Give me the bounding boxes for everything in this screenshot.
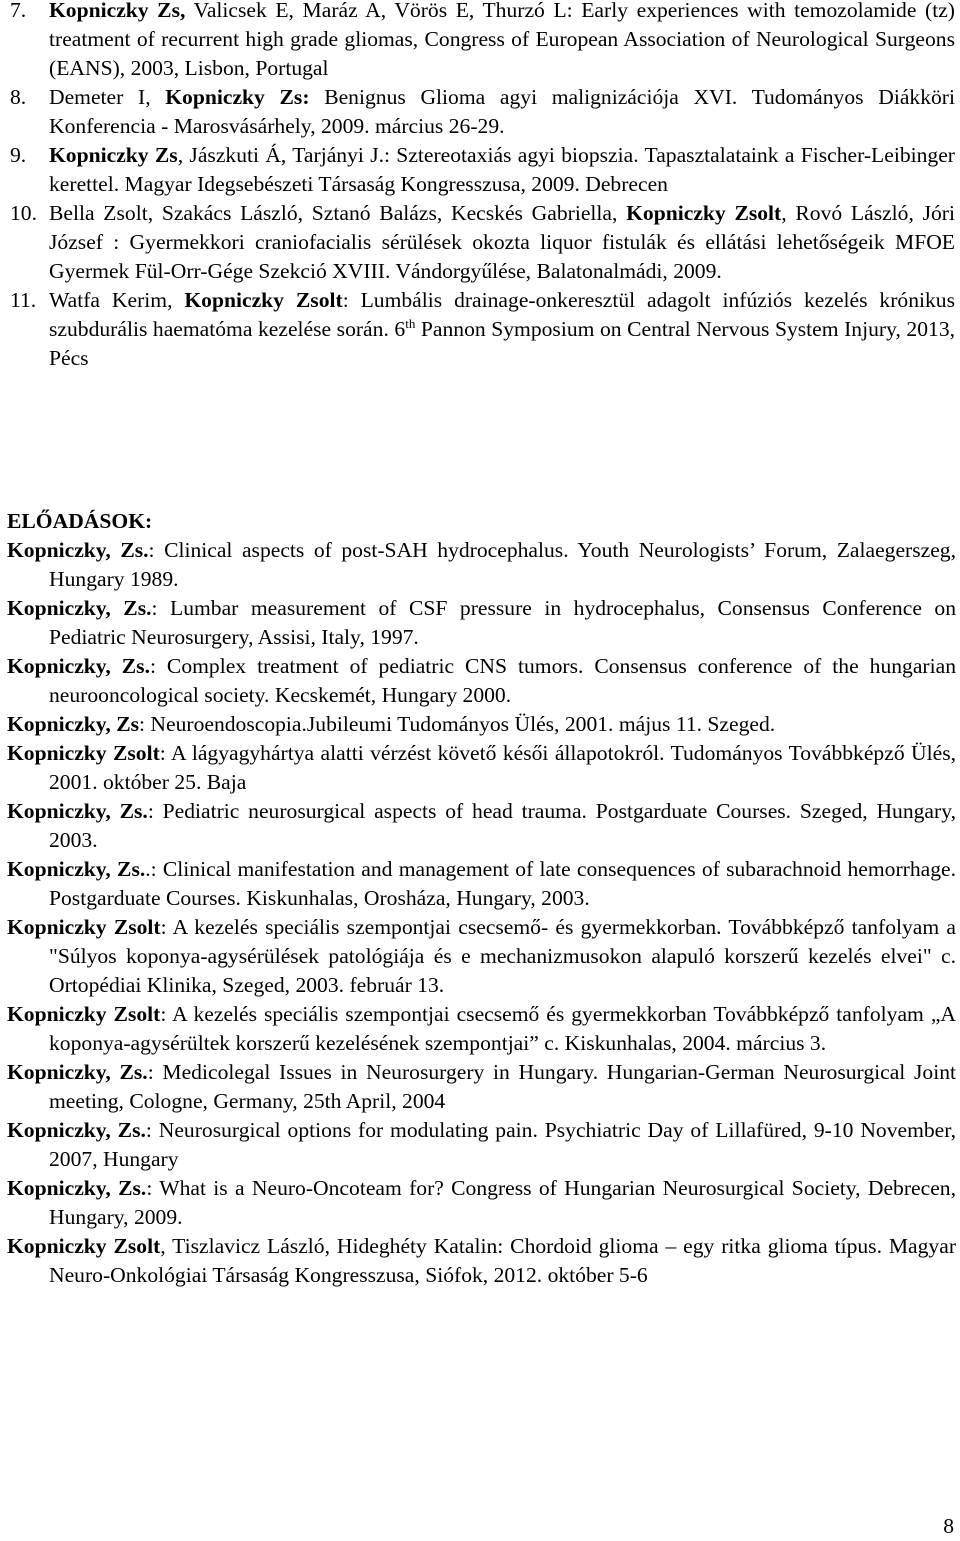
list-item	[7, 710, 956, 739]
item-text: : Neuroendoscopia.Jubileumi Tudományos Ülés, 2001. május 11. Szeged.	[139, 712, 776, 736]
item-text: : Pediatric neurosurgical aspects of head trauma. Postgarduate Courses. Szeged, Hungary, 2003.	[49, 799, 956, 852]
numbered-publication-list	[10, 0, 955, 373]
item-text: : A kezelés speciális szempontjai csecsemő és gyermekkorban Továbbképző tanfolyam „A koponya-agysérültek korszerű kezelésének szempontjai” c. Kiskunhalas, 2004. március 3.	[49, 1002, 956, 1055]
author-name: Kopniczky Zsolt	[7, 741, 160, 765]
coauthors: Bella Zsolt, Szakács László, Sztanó Balázs, Kecskés Gabriella,	[49, 201, 627, 225]
item-text: : Clinical aspects of post-SAH hydrocephalus. Youth Neurologists’ Forum, Zalaegerszeg, Hungary 1989.	[49, 538, 956, 591]
item-number: 9.	[10, 143, 27, 167]
author-name: Kopniczky Zsolt	[184, 288, 343, 312]
item-text: : Complex treatment of pediatric CNS tumors. Consensus conference of the hungarian neurooncological society. Kecskemét, Hungary 2000.	[49, 654, 956, 707]
author-name: Kopniczky, Zs.	[7, 799, 148, 823]
author-name: Kopniczky, Zs.	[7, 596, 152, 620]
item-text-continued: Pannon Symposium on Central Nervous System Injury, 2013, Pécs	[49, 317, 956, 370]
author-name: Kopniczky Zs:	[165, 85, 310, 109]
superscript: th	[405, 315, 416, 331]
author-name: Kopniczky Zsolt	[7, 1002, 161, 1026]
list-item	[7, 913, 956, 1000]
list-item	[7, 855, 956, 913]
section-heading: ELŐADÁSOK:	[7, 509, 153, 533]
author-name: Kopniczky, Zs.	[7, 654, 150, 678]
item-text: , Rovó László, Jóri József : Gyermekkori craniofacialis sérülések okozta liquor fistulák és ellátási lehetőségeik MFOE Gyermek Fül-Orr-Gége Szekció XVIII. Vándorgyűlése, Balatonalmádi, 2009.	[49, 201, 956, 283]
author-name: Kopniczky, Zs.	[7, 1060, 148, 1084]
list-item	[10, 0, 955, 83]
list-item	[10, 141, 955, 199]
item-number: 7.	[10, 0, 27, 22]
item-number: 11.	[10, 288, 37, 312]
page-number: 8	[943, 1514, 954, 1538]
list-item	[7, 1232, 956, 1290]
item-text: : A kezelés speciális szempontjai csecsemő- és gyermekkorban. Továbbképző tanfolyam a "Súlyos koponya-agysérülések patológiája és e mechanizmusokon alapuló korszerű kezelés elvei" c. Ortopédiai Klinika, Szeged, 2003. február 13.	[49, 915, 956, 997]
list-item	[7, 1174, 956, 1232]
author-name: Kopniczky Zs,	[49, 0, 186, 22]
item-text: : A lágyagyhártya alatti vérzést követő késői állapotokról. Tudományos Továbbképző Ülés, 2001. október 25. Baja	[49, 741, 956, 794]
list-item	[7, 594, 956, 652]
presentations-list	[7, 536, 956, 1290]
author-name: Kopniczky, Zs.	[7, 1176, 147, 1200]
list-item	[10, 199, 955, 286]
item-number: 10.	[10, 201, 37, 225]
item-text: : Lumbar measurement of CSF pressure in hydrocephalus, Consensus Conference on Pediatric Neurosurgery, Assisi, Italy, 1997.	[49, 596, 956, 649]
list-item	[10, 286, 955, 373]
author-name: Kopniczky Zsolt	[7, 1234, 161, 1258]
author-name: Kopniczky Zsolt	[7, 915, 161, 939]
list-item	[10, 83, 955, 141]
item-text: , Jászkuti Á, Tarjányi J.: Sztereotaxiás agyi biopszia. Tapasztalataink a Fischer-Leibinger kerettel. Magyar Idegsebészeti Társaság Kongresszusa, 2009. Debrecen	[49, 143, 955, 196]
item-text: Benignus Glioma agyi malignizációja XVI. Tudományos Diákköri Konferencia - Marosvásárhely, 2009. március 26-29.	[49, 85, 955, 138]
item-text: .: Clinical manifestation and management of late consequences of subarachnoid hemorrhage. Postgarduate Courses. Kiskunhalas, Orosháza, Hungary, 2003.	[49, 857, 956, 910]
item-text: : Lumbális drainage-onkeresztül adagolt infúziós kezelés krónikus szubdurális haematóma kezelése során. 6	[49, 288, 955, 341]
author-name: Kopniczky, Zs.	[7, 857, 146, 881]
list-item	[7, 1116, 956, 1174]
item-text: , Tiszlavicz László, Hideghéty Katalin: Chordoid glioma – egy ritka glioma típus. Magyar Neuro-Onkológiai Társaság Kongresszusa, Siófok, 2012. október 5-6	[49, 1234, 957, 1287]
list-item	[7, 739, 956, 797]
author-name: Kopniczky, Zs.	[7, 538, 149, 562]
author-name: Kopniczky Zsolt	[626, 201, 782, 225]
list-item	[7, 1058, 956, 1116]
item-number: 8.	[10, 85, 27, 109]
item-text: Valicsek E, Maráz A, Vörös E, Thurzó L: Early experiences with temozolamide (tz) treatment of recurrent high grade gliomas, Congress of European Association of Neurological Surgeons (EANS), 2003, Lisbon, Portugal	[49, 0, 955, 80]
list-item	[7, 1000, 956, 1058]
list-item	[7, 652, 956, 710]
item-text: : Medicolegal Issues in Neurosurgery in Hungary. Hungarian-German Neurosurgical Joint meeting, Cologne, Germany, 25th April, 2004	[49, 1060, 956, 1113]
author-name: Kopniczky, Zs.	[7, 1118, 146, 1142]
coauthors: Watfa Kerim,	[49, 288, 185, 312]
coauthors: Demeter I,	[49, 85, 166, 109]
author-name: Kopniczky, Zs	[7, 712, 139, 736]
list-item	[7, 797, 956, 855]
item-text: : What is a Neuro-Oncoteam for? Congress of Hungarian Neurosurgical Society, Debrecen, Hungary, 2009.	[49, 1176, 956, 1229]
list-item	[7, 536, 956, 594]
author-name: Kopniczky Zs	[49, 143, 178, 167]
item-text: : Neurosurgical options for modulating pain. Psychiatric Day of Lillafüred, 9-10 November, 2007, Hungary	[49, 1118, 956, 1171]
